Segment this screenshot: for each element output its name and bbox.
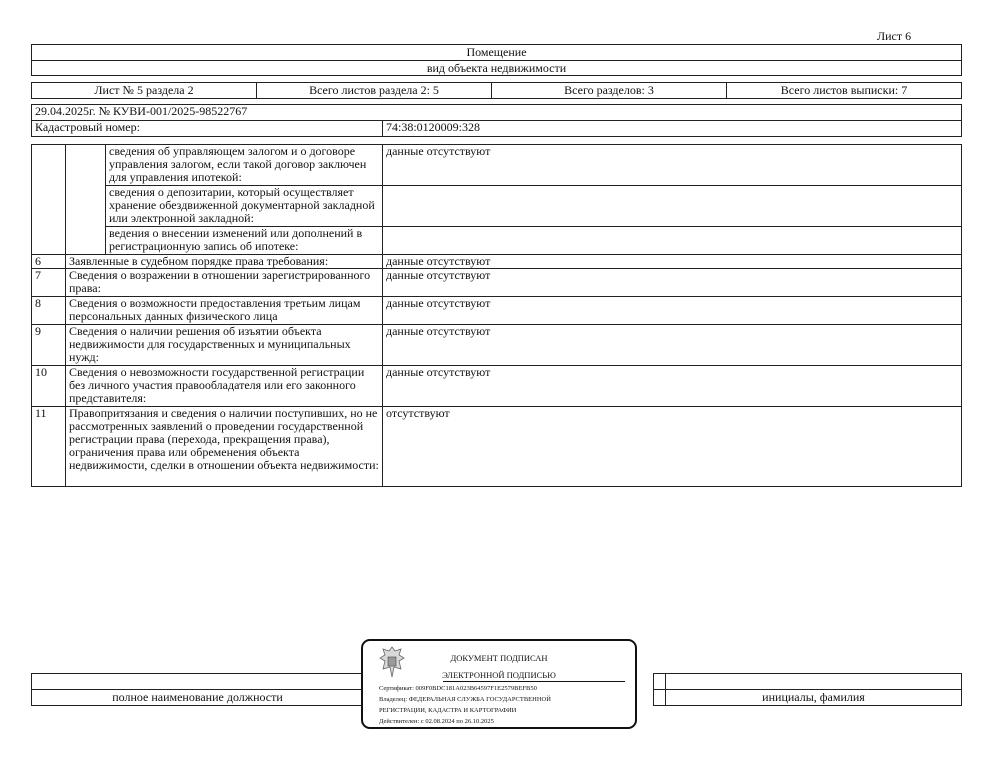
stamp-subtitle: ЭЛЕКТРОННОЙ ПОДПИСЬЮ bbox=[442, 670, 556, 680]
doc-reference: 29.04.2025г. № КУВИ-001/2025-98522767 bbox=[32, 105, 962, 121]
stamp-owner-cont: РЕГИСТРАЦИИ, КАДАСТРА И КАРТОГРАФИИ bbox=[379, 707, 517, 714]
row-number: 6 bbox=[32, 255, 66, 269]
total-sheets-extract: Всего листов выписки: 7 bbox=[727, 83, 962, 99]
table-row bbox=[32, 269, 962, 297]
row-label: Заявленные в судебном порядке права требования: bbox=[66, 255, 383, 269]
stamp-certificate: Сертификат: 009F0BDC181A023B64597F1E2579BEFB50 bbox=[379, 685, 537, 692]
position-caption: полное наименование должности bbox=[32, 690, 364, 706]
cadastral-label: Кадастровый номер: bbox=[32, 121, 383, 137]
stamp-validity: Действителен: с 02.08.2024 по 26.10.2025 bbox=[379, 718, 494, 725]
object-type-caption: вид объекта недвижимости bbox=[426, 61, 567, 75]
name-caption: инициалы, фамилия bbox=[666, 690, 962, 706]
row-value: данные отсутствуют bbox=[383, 255, 962, 269]
total-sections: Всего разделов: 3 bbox=[492, 83, 727, 99]
cadastral-number: 74:38:0120009:328 bbox=[383, 121, 962, 137]
object-type: Помещение bbox=[32, 45, 961, 61]
row-number: 7 bbox=[32, 269, 66, 297]
encumbrance-table bbox=[31, 144, 962, 487]
object-type-box bbox=[31, 44, 962, 76]
row-label: Сведения о возможности предоставления третьим лицам персональных данных физического лица bbox=[66, 297, 383, 325]
row-number: 8 bbox=[32, 297, 66, 325]
stamp-owner: Владелец: ФЕДЕРАЛЬНАЯ СЛУЖБА ГОСУДАРСТВЕННОЙ bbox=[379, 696, 551, 703]
table-row bbox=[32, 325, 962, 366]
row-value: данные отсутствуют bbox=[383, 366, 962, 407]
sub-row-label: ведения о внесении изменений или дополнений в регистрационную запись об ипотеке: bbox=[106, 227, 383, 255]
sub-row-value bbox=[383, 186, 962, 227]
table-row bbox=[32, 297, 962, 325]
table-row bbox=[32, 186, 962, 227]
sheet-info-row bbox=[31, 82, 962, 99]
row-number: 10 bbox=[32, 366, 66, 407]
row-value: отсутствуют bbox=[383, 407, 962, 487]
row-label: Сведения о наличии решения об изъятии объекта недвижимости для государственных и муниципальных нужд: bbox=[66, 325, 383, 366]
sub-row-value bbox=[383, 227, 962, 255]
stamp-divider bbox=[443, 681, 625, 682]
table-row bbox=[32, 145, 962, 186]
table-row bbox=[32, 255, 962, 269]
sub-row-label: сведения о депозитарии, который осуществляет хранение обездвиженной документарной закладной или электронной закладной: bbox=[106, 186, 383, 227]
row-value: данные отсутствуют bbox=[383, 269, 962, 297]
row-label: Правопритязания и сведения о наличии поступивших, но не рассмотренных заявлений о проведении государственной регистрации права (перехода, прекращения права), ограничения права или обременения объекта недвижимости, сделки в отношении объекта недвижимости: bbox=[66, 407, 383, 487]
table-row bbox=[32, 227, 962, 255]
sheet-no: Лист № 5 раздела 2 bbox=[32, 83, 257, 99]
table-row bbox=[32, 366, 962, 407]
sub-row-value: данные отсутствуют bbox=[383, 145, 962, 186]
stamp-title: ДОКУМЕНТ ПОДПИСАН bbox=[450, 653, 548, 663]
table-row bbox=[32, 407, 962, 487]
row-value: данные отсутствуют bbox=[383, 297, 962, 325]
row-value: данные отсутствуют bbox=[383, 325, 962, 366]
sheet-number: Лист 6 bbox=[877, 29, 912, 43]
electronic-signature-stamp bbox=[361, 639, 637, 729]
doc-info bbox=[31, 104, 962, 137]
total-sheets-section: Всего листов раздела 2: 5 bbox=[257, 83, 492, 99]
row-number: 9 bbox=[32, 325, 66, 366]
row-label: Сведения о возражении в отношении зарегистрированного права: bbox=[66, 269, 383, 297]
row-number: 11 bbox=[32, 407, 66, 487]
row-label: Сведения о невозможности государственной регистрации без личного участия правообладателя или его законного представителя: bbox=[66, 366, 383, 407]
sub-row-label: сведения об управляющем залогом и о договоре управления залогом, если такой договор заключен для управления ипотекой: bbox=[106, 145, 383, 186]
